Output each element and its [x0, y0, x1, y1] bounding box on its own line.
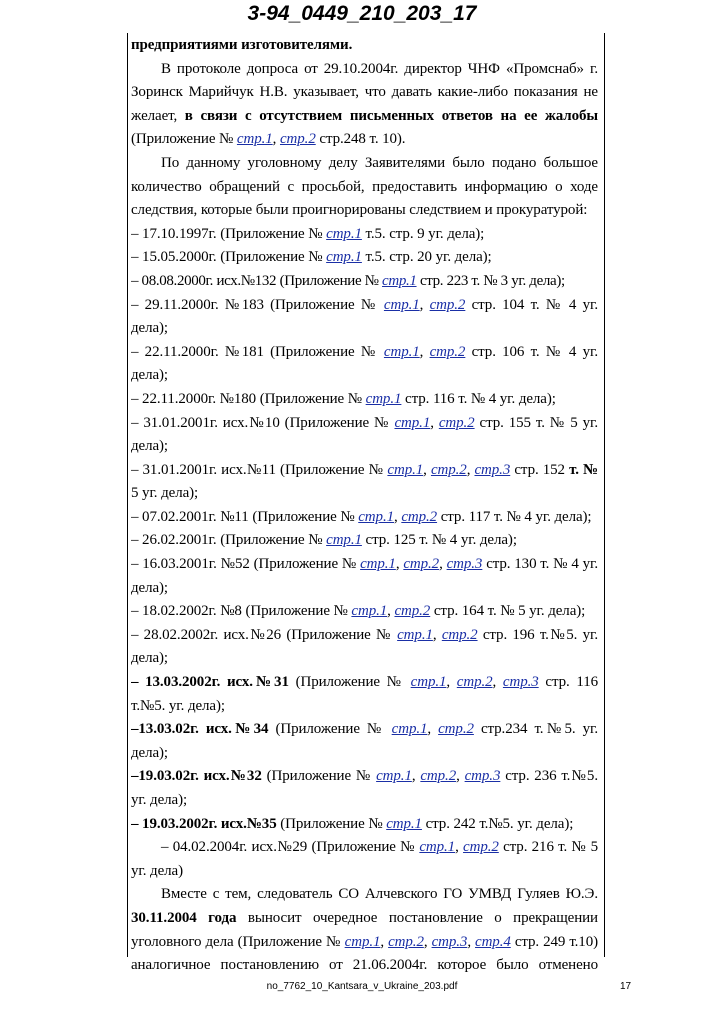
appendix-link[interactable]: стр.2 [463, 839, 499, 856]
appendix-link[interactable]: стр.1 [386, 815, 422, 832]
text-span: – 15.05.2000г. (Приложение № [131, 249, 323, 266]
text-span: стр. 116 т. № 4 уг. дела); [405, 390, 556, 407]
appendix-link[interactable]: стр.2 [388, 933, 424, 950]
text-line: В протоколе допроса от 29.10.2004г. директор ЧНФ «Промснаб» г. [161, 60, 598, 77]
text-span: стр.234 т.№5. уг. [480, 721, 598, 738]
appendix-link[interactable]: стр.1 [410, 674, 447, 691]
text-line [131, 294, 598, 318]
text-line [131, 34, 598, 58]
appendix-link[interactable]: стр.2 [438, 414, 475, 431]
text-span: – 26.02.2001г. (Приложение № [131, 532, 323, 549]
appendix-link[interactable]: стр.1 [358, 508, 394, 525]
text-line [131, 671, 598, 695]
link-group: стр.1, стр.2, стр.3 [360, 556, 483, 573]
link-group: стр.1, стр.2, стр.3 [387, 461, 511, 478]
footer-page-number: 17 [620, 981, 632, 992]
appendix-link[interactable]: стр.1 [326, 249, 362, 266]
text-line [131, 765, 598, 789]
text-span: – 16.03.2001г. №52 (Приложение № [131, 556, 357, 573]
text-line [131, 529, 598, 553]
text-line: Зоринск Марийчук Н.В. указывает, что давать какие-либо показания не [131, 84, 598, 101]
text-line [131, 105, 598, 129]
text-line [131, 341, 598, 365]
text-line [131, 718, 598, 742]
appendix-link[interactable]: стр.1 [394, 414, 431, 431]
text-line: – 07.02.2001г. №11 (Приложение № стр.1, стр.2 стр. 117 т. № 4 уг. дела); [131, 508, 592, 525]
appendix-link[interactable]: стр.1 [365, 390, 402, 407]
appendix-link[interactable]: стр.2 [438, 721, 474, 738]
text-span: стр. 130 т. № 4 уг. [486, 556, 598, 573]
text-span: стр. 249 т.10) [514, 933, 598, 950]
text-span: – 17.10.1997г. (Приложение № [131, 225, 323, 242]
text-span: – 22.11.2000г. №180 (Приложение № [131, 390, 362, 407]
text-span: стр. 223 т. № 3 уг. дела); [419, 272, 565, 289]
bold-text: –13.03.02г. исх.№34 [131, 721, 269, 738]
appendix-link[interactable]: стр.1 [391, 721, 428, 738]
text-line: дела); [131, 579, 168, 596]
bold-text: –19.03.02г. исх.№32 [131, 768, 262, 785]
appendix-link[interactable]: стр.2 [420, 768, 457, 785]
text-line: уг. дела); [131, 792, 188, 808]
appendix-link[interactable]: стр.2 [441, 626, 478, 643]
link-group: стр.1, стр.2, стр.3 [410, 674, 539, 691]
text-line: По данному уголовному делу Заявителями было подано большое [161, 154, 598, 171]
link-group: стр.1, стр.2 [394, 414, 475, 431]
text-span: стр. 106 т. № 4 уг. [471, 343, 598, 360]
bold-text: предприятиями изготовителями. [131, 37, 353, 53]
text-span: т.5. стр. 20 уг. дела); [365, 249, 492, 266]
text-span: стр.248 т. 10). [319, 131, 406, 148]
text-line [131, 931, 598, 955]
appendix-link[interactable]: стр.1 [326, 225, 362, 242]
text-line: Вместе с тем, следователь СО Алчевского ГО УМВД Гуляев Ю.Э. [161, 886, 598, 903]
text-line [131, 907, 598, 931]
text-span: – 29.11.2000г. №183 (Приложение № [131, 296, 378, 313]
appendix-link[interactable]: стр.2 [394, 603, 431, 620]
text-line [131, 246, 598, 270]
appendix-link[interactable]: стр.1 [383, 296, 420, 313]
appendix-link[interactable]: стр.1 [382, 272, 417, 289]
text-span: стр. 104 т. № 4 уг. [471, 296, 598, 313]
appendix-link[interactable]: стр.1 [360, 556, 396, 573]
appendix-link[interactable]: стр.1 [376, 768, 412, 785]
text-line [131, 813, 598, 837]
text-span: т.5. стр. 9 уг. дела); [365, 225, 485, 242]
text-span: – 08.08.2000г. исх.№132 (Приложение № [131, 272, 379, 289]
text-line [131, 553, 598, 577]
appendix-link[interactable]: стр.2 [401, 508, 438, 525]
appendix-link[interactable]: стр.1 [387, 461, 424, 478]
text-span: (Приложение № [280, 815, 383, 832]
text-span: стр. 117 т. № 4 уг. дела); [440, 508, 592, 525]
text-span: – 07.02.2001г. №11 (Приложение № [131, 508, 355, 525]
text-line: 5 уг. дела); [131, 485, 199, 502]
text-line [131, 388, 598, 412]
link-group: стр.1, стр.2 [419, 839, 499, 856]
document-body [131, 34, 598, 978]
text-span: – 22.11.2000г. №181 (Приложение № [131, 343, 378, 360]
text-line: дела); [131, 438, 168, 455]
text-span: – 31.01.2001г. исх.№11 (Приложение № [131, 461, 384, 478]
text-line [131, 223, 598, 247]
bold-text: 30.11.2004 года [131, 909, 237, 926]
appendix-link[interactable]: стр.3 [502, 674, 539, 691]
text-span: (Приложение № [295, 674, 404, 691]
left-margin-rule [127, 33, 128, 957]
text-span: стр. 196 т.№5. уг. [482, 626, 598, 643]
appendix-link[interactable]: стр.2 [429, 296, 466, 313]
appendix-link[interactable]: стр.4 [475, 933, 511, 950]
bold-text: – 19.03.2002г. исх.№35 [131, 815, 277, 832]
text-line: количество обращений с просьбой, предоставить информацию о ходе [131, 178, 598, 195]
text-span: стр. 242 т.№5. уг. дела); [425, 815, 574, 832]
appendix-link[interactable]: стр.2 [429, 343, 466, 360]
text-line: дела); [131, 650, 168, 667]
text-line [131, 624, 598, 648]
appendix-link[interactable]: стр.1 [326, 532, 362, 549]
link-group: стр.1, стр.2 [397, 626, 478, 643]
appendix-link[interactable]: стр.3 [446, 556, 483, 573]
text-line [131, 412, 598, 436]
link-group: стр.1, стр.2 [383, 343, 466, 360]
text-span: стр. 116 [545, 674, 598, 691]
appendix-link[interactable]: стр.1 [397, 626, 433, 643]
text-line: (Приложение № стр.1, стр.2 стр.248 т. 10). [131, 131, 406, 148]
text-span: стр. 125 т. № 4 уг. дела); [365, 532, 517, 549]
link-group: стр.1, стр.2 [391, 721, 474, 738]
footer-filename: no_7762_10_Kantsara_v_Ukraine_203.pdf [266, 981, 458, 992]
appendix-link[interactable]: стр.3 [474, 461, 511, 478]
appendix-link[interactable]: стр.1 [236, 131, 273, 148]
text-span: – 28.02.2002г. исх.№26 (Приложение № [131, 626, 392, 643]
text-line [131, 459, 598, 483]
appendix-link[interactable]: стр.1 [419, 839, 456, 856]
text-span: стр. 155 т. № 5 уг. [479, 414, 598, 431]
text-line: следствия, которые были проигнорированы следствием и прокуратурой: [131, 202, 588, 219]
link-group: стр.1, стр.2, стр.3, стр.4 [344, 933, 511, 950]
page-title: 3-94_0449_210_203_17 [247, 2, 477, 25]
appendix-link[interactable]: стр.2 [430, 461, 467, 478]
appendix-link[interactable]: стр.2 [456, 674, 493, 691]
bold-text: в связи с отсутствием письменных ответов на ее жалобы [184, 107, 598, 124]
appendix-link[interactable]: стр.1 [383, 343, 420, 360]
appendix-link[interactable]: стр.1 [351, 603, 388, 620]
text-span: (Приложение № [275, 721, 385, 738]
link-group: стр.1, стр.2 [383, 296, 466, 313]
text-span: стр. 164 т. № 5 уг. дела); [433, 603, 586, 620]
appendix-link[interactable]: стр.3 [431, 933, 468, 950]
text-line [131, 836, 598, 860]
text-span: желает, [131, 107, 178, 124]
text-span: (Приложение № [131, 131, 234, 148]
text-span: – 04.02.2004г. исх.№29 (Приложение № [161, 839, 416, 856]
text-span: – 18.02.2002г. №8 (Приложение № [131, 603, 348, 620]
text-span: стр. 236 т.№5. [505, 768, 598, 785]
text-line: уг. дела) [131, 862, 183, 879]
text-span: – 31.01.2001г. исх.№10 (Приложение № [131, 414, 390, 431]
text-span: уголовного дела (Приложение № [131, 933, 341, 950]
text-line: дела); [131, 367, 168, 384]
text-line: дела); [131, 744, 168, 761]
appendix-link[interactable]: стр.2 [279, 131, 316, 148]
text-line: – 18.02.2002г. №8 (Приложение № стр.1, стр.2 стр. 164 т. № 5 уг. дела); [131, 603, 586, 620]
text-line: дела); [131, 320, 168, 337]
bold-text: т. № [569, 461, 598, 478]
text-span: выносит очередное постановление о прекращении [247, 909, 598, 926]
appendix-link[interactable]: стр.2 [403, 556, 440, 573]
text-span: (Приложение № [266, 768, 372, 785]
text-span: стр. 216 т. № 5 [503, 839, 598, 856]
text-line [131, 270, 598, 294]
text-line: т.№5. уг. дела); [131, 697, 225, 714]
text-line: аналогичное постановлению от 21.06.2004г. которое было отменено [131, 957, 598, 974]
appendix-link[interactable]: стр.1 [344, 933, 381, 950]
bold-text: – 13.03.2002г. исх.№31 [131, 674, 289, 691]
text-span: стр. 152 [514, 461, 565, 478]
right-margin-rule [604, 33, 605, 957]
link-group: стр.1, стр.2, стр.3 [376, 768, 501, 785]
appendix-link[interactable]: стр.3 [464, 768, 501, 785]
